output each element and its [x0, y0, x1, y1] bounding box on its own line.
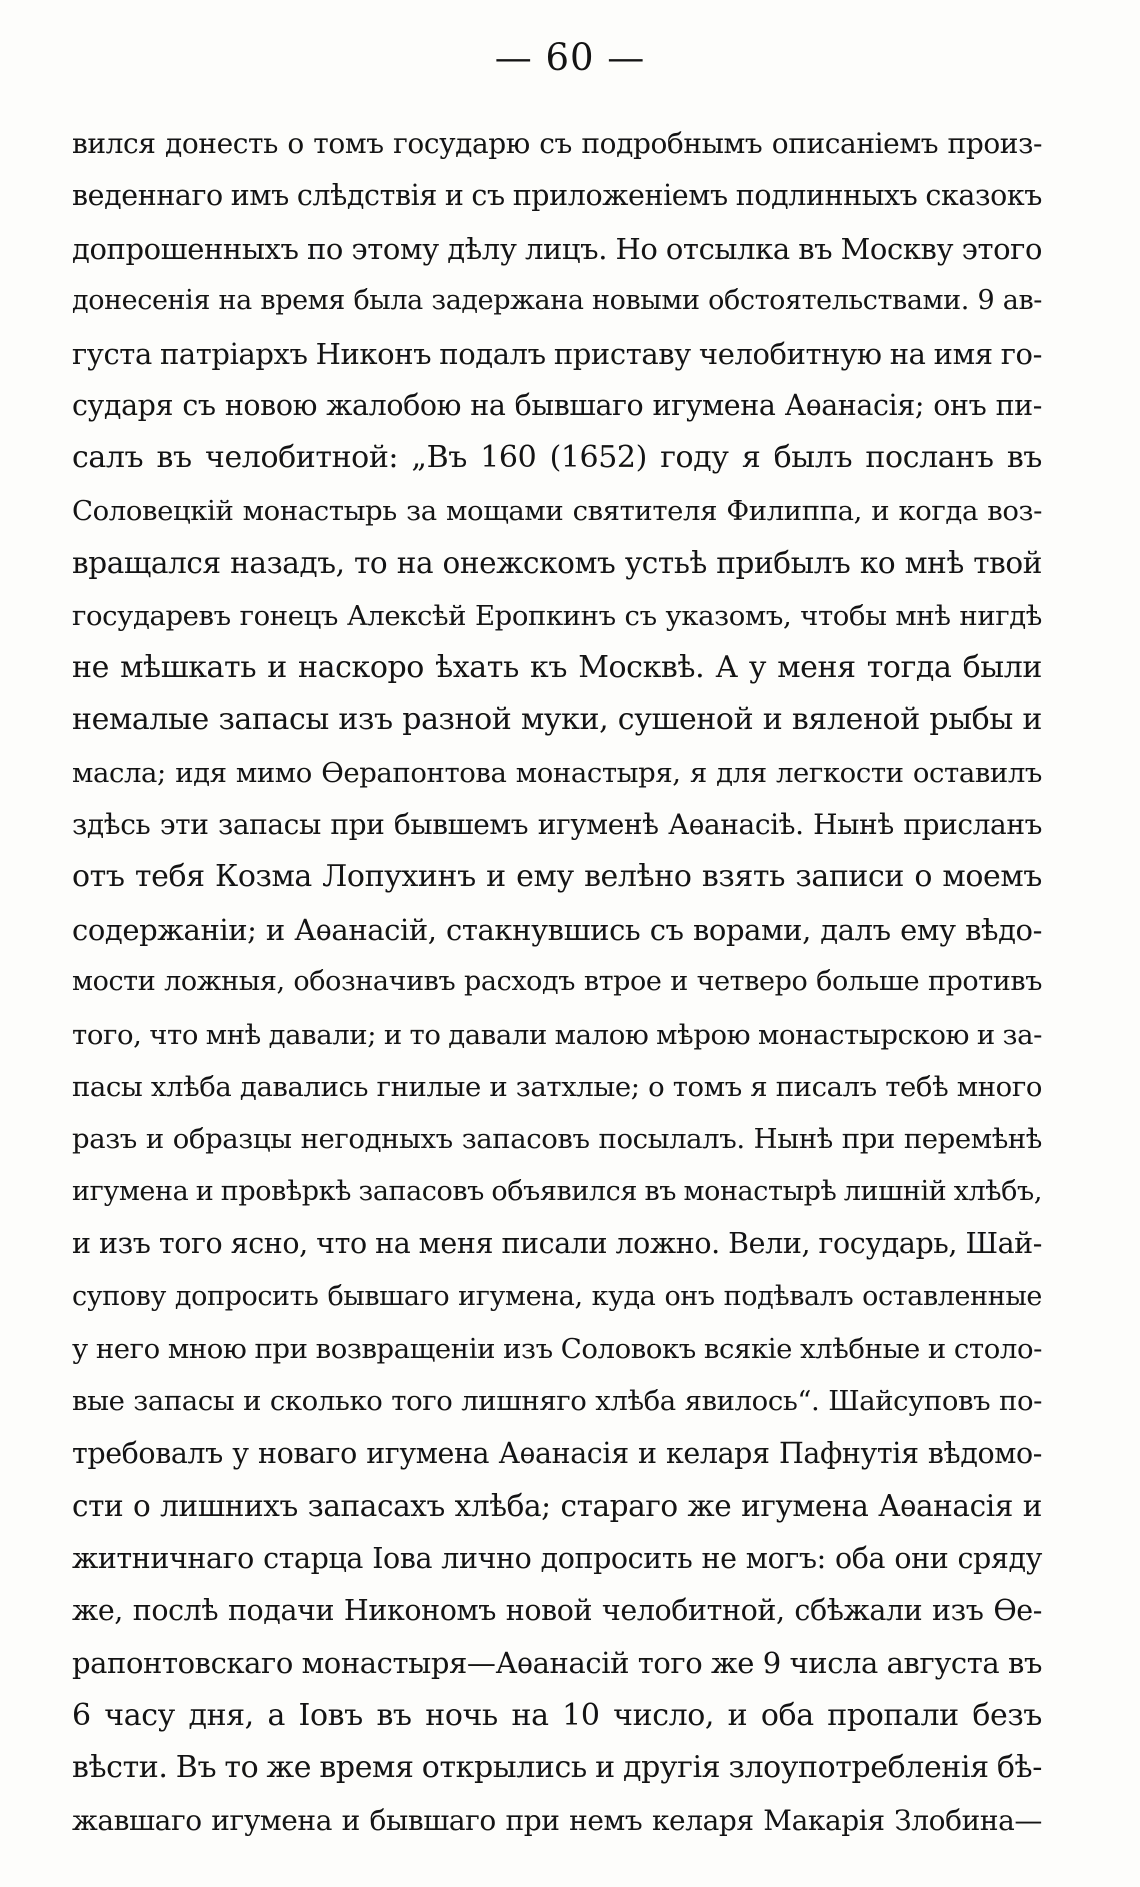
text-line: пасы хлѣба давались гнилые и затхлые; о томъ я писалъ тебѣ много	[72, 1071, 1042, 1104]
text-line: вѣсти. Въ то же время открылись и другія злоупотребленія бѣ-	[72, 1750, 1042, 1786]
text-line: масла; идя мимо Ѳерапонтова монастыря, я для легкости оставилъ	[72, 756, 1042, 789]
text-line: донесенія на время была задержана новыми обстоятельствами. 9 ав-	[72, 285, 1042, 317]
text-line: отъ тебя Козма Лопухинъ и ему велѣно взять записи о моемъ	[72, 859, 1042, 895]
text-line: 6 часу дня, а Іовъ въ ночь на 10 число, и оба пропали безъ	[72, 1697, 1042, 1733]
text-line: Соловецкій монастырь за мощами святителя Филиппа, и когда воз-	[72, 494, 1042, 527]
text-line: у него мною при возвращеніи изъ Соловокъ всякіе хлѣбные и столо-	[72, 1332, 1042, 1365]
text-line: густа патріархъ Никонъ подалъ приставу челобитную на имя го-	[72, 336, 1042, 371]
text-line: супову допросить бывшаго игумена, куда онъ подѣвалъ оставленные	[72, 1280, 1042, 1312]
text-line: не мѣшкать и наскоро ѣхать къ Москвѣ. А у меня тогда были	[72, 649, 1042, 685]
text-line: сти о лишнихъ запасахъ хлѣба; стараго же игумена Аѳанасія и	[72, 1489, 1042, 1524]
text-line: и изъ того ясно, что на меня писали ложно. Вели, государь, Шай-	[72, 1227, 1042, 1261]
text-line: жавшаго игумена и бывшаго при немъ келаря Макарія Злобина—	[72, 1803, 1042, 1837]
text-line: же, послѣ подачи Никономъ новой челобитной, сбѣжали изъ Ѳе-	[72, 1593, 1042, 1627]
text-line: здѣсь эти запасы при бывшемъ игуменѣ Аѳанасіѣ. Нынѣ присланъ	[72, 808, 1042, 842]
text-line: веденнаго имъ слѣдствія и съ приложеніемъ подлинныхъ сказокъ	[72, 179, 1042, 213]
body-text	[72, 118, 1042, 1847]
text-line: житничнаго старца Іова лично допросить не могъ: оба они сряду	[72, 1541, 1042, 1575]
page-number: — 60 —	[494, 36, 646, 79]
text-line: того, что мнѣ давали; и то давали малою мѣрою монастырскою и за-	[72, 1018, 1042, 1051]
text-line: содержаніи; и Аѳанасій, стакнувшись съ ворами, далъ ему вѣдо-	[72, 912, 1042, 947]
text-line: государевъ гонецъ Алексѣй Еропкинъ съ указомъ, чтобы мнѣ нигдѣ	[72, 599, 1042, 632]
text-line: немалые запасы изъ разной муки, сушеной и вяленой рыбы и	[72, 702, 1042, 738]
text-line: вился донесть о томъ государю съ подробнымъ описаніемъ произ-	[72, 127, 1042, 160]
text-line: игумена и провѣркѣ запасовъ объявился въ монастырѣ лишній хлѣбъ,	[72, 1175, 1042, 1207]
text-line: салъ въ челобитной: „Въ 160 (1652) году я былъ посланъ въ	[72, 440, 1042, 476]
text-line: мости ложныя, обозначивъ расходъ втрое и четверо больше противъ	[72, 966, 1042, 998]
text-line: сударя съ новою жалобою на бывшаго игумена Аѳанасія; онъ пи-	[72, 388, 1042, 422]
text-line: разъ и образцы негодныхъ запасовъ посылалъ. Нынѣ при перемѣнѣ	[72, 1123, 1042, 1156]
text-line: вращался назадъ, то на онежскомъ устьѣ прибылъ ко мнѣ твой	[72, 546, 1042, 581]
text-line: рапонтовскаго монастыря—Аѳанасій того же 9 числа августа въ	[72, 1646, 1042, 1681]
text-line: допрошенныхъ по этому дѣлу лицъ. Но отсылка въ Москву этого	[72, 231, 1042, 266]
text-line: требовалъ у новаго игумена Аѳанасія и келаря Пафнутія вѣдомо-	[72, 1436, 1042, 1470]
text-line: вые запасы и сколько того лишняго хлѣба явилось“. Шайсуповъ по-	[72, 1385, 1042, 1418]
